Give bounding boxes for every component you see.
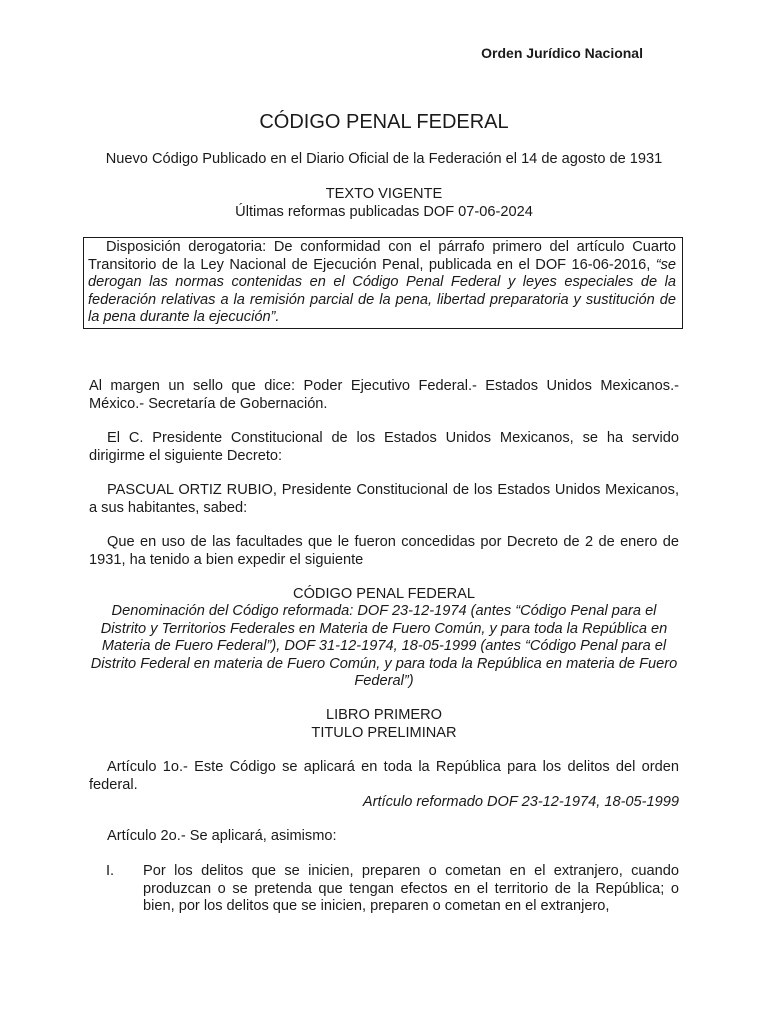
- list-item-text: Por los delitos que se inicien, preparen o cometan en el extranjero, cuando produzcan o se pretenda que tengan efectos en el territorio de la República; o bien, por los delitos que se inicien, preparen o cometan en el extranjero,: [143, 863, 679, 915]
- document-subtitle: Nuevo Código Publicado en el Diario Oficial de la Federación el 14 de agosto de 1931: [105, 151, 663, 167]
- list-item-number: I.: [106, 863, 115, 879]
- paragraph-presidente: El C. Presidente Constitucional de los Estados Unidos Mexicanos, se ha servido dirigirme el siguiente Decreto:: [89, 430, 679, 464]
- paragraph-sello: Al margen un sello que dice: Poder Ejecutivo Federal.- Estados Unidos Mexicanos.- México.- Secretaría de Gobernación.: [89, 378, 679, 412]
- denominacion-note: Denominación del Código reformada: DOF 23-12-1974 (antes “Código Penal para el Distrito y Territorios Federales en Materia de Fuero Común, y para toda la República en Materia de Fuero Federal”), DOF 31-12-1974, 18-05-1999 (antes “Código Penal para el Distrito Federal en materia de Fuero Común, y para toda la República en materia de Fuero Federal”): [90, 603, 678, 690]
- article-1-reform-note: Artículo reformado DOF 23-12-1974, 18-05-1999: [362, 794, 679, 810]
- document-title: CÓDIGO PENAL FEDERAL: [259, 111, 509, 133]
- derogation-notice-plain: Disposición derogatoria: De conformidad con el párrafo primero del artículo Cuarto Transitorio de la Ley Nacional de Ejecución Penal, publicada en el DOF 16-06-2016,: [88, 239, 676, 273]
- header-organization: Orden Jurídico Nacional: [481, 45, 643, 61]
- paragraph-facultades: Que en uso de las facultades que le fueron concedidas por Decreto de 2 de enero de 1931, ha tenido a bien expedir el siguiente: [89, 534, 679, 568]
- libro-primero: LIBRO PRIMERO: [326, 707, 442, 723]
- paragraph-pascual-ortiz: PASCUAL ORTIZ RUBIO, Presidente Constitucional de los Estados Unidos Mexicanos, a sus habitantes, sabed:: [89, 482, 679, 516]
- titulo-preliminar: TITULO PRELIMINAR: [311, 725, 457, 741]
- code-title: CÓDIGO PENAL FEDERAL: [293, 586, 475, 602]
- texto-vigente: TEXTO VIGENTE: [325, 186, 443, 202]
- article-1: Artículo 1o.- Este Código se aplicará en toda la República para los delitos del orden federal.: [89, 759, 679, 793]
- ultimas-reformas: Últimas reformas publicadas DOF 07-06-2024: [235, 203, 533, 220]
- list-item: [89, 863, 679, 916]
- derogation-notice: [88, 239, 676, 327]
- status-block: [0, 186, 768, 221]
- article-2: Artículo 2o.- Se aplicará, asimismo:: [107, 828, 337, 844]
- derogation-notice-italic: “se derogan las normas contenidas en el Código Penal Federal y leyes especiales de la federación relativas a la remisión parcial de la pena, libertad preparatoria y sustitución de la pena durante la ejecución”.: [88, 256, 676, 326]
- derogation-notice-box: [83, 237, 683, 329]
